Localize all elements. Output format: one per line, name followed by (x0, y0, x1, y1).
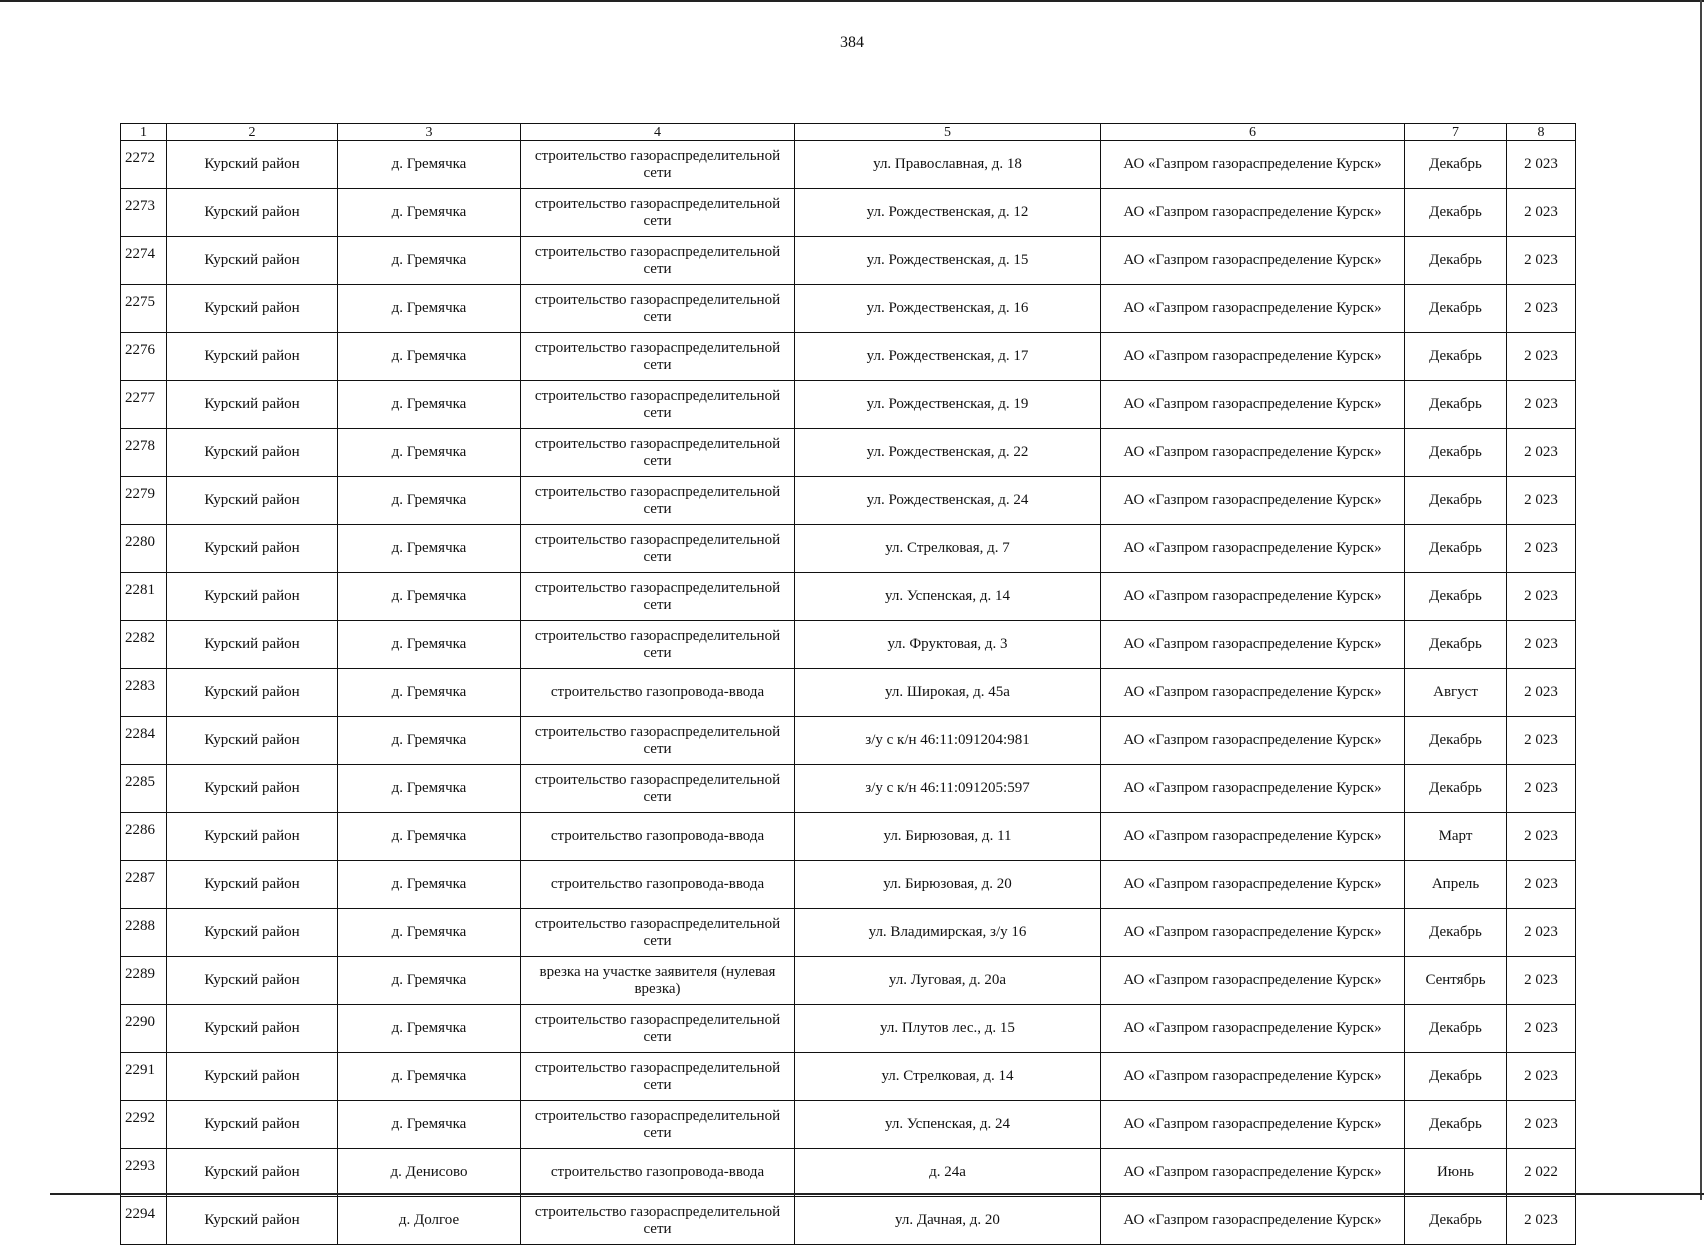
table-row (121, 1101, 1576, 1149)
organization-cell: АО «Газпром газораспределение Курск» (1101, 1005, 1405, 1053)
row-number: 2278 (121, 429, 167, 477)
address-cell: ул. Рождественская, д. 24 (795, 477, 1101, 525)
district-cell: Курский район (167, 237, 338, 285)
locality-cell: д. Гремячка (338, 141, 521, 189)
table-row (121, 861, 1576, 909)
address-cell: ул. Православная, д. 18 (795, 141, 1101, 189)
address-cell: ул. Рождественская, д. 22 (795, 429, 1101, 477)
month-cell: Декабрь (1405, 189, 1507, 237)
row-number: 2292 (121, 1101, 167, 1149)
address-cell: ул. Луговая, д. 20а (795, 957, 1101, 1005)
district-cell: Курский район (167, 717, 338, 765)
address-cell: ул. Рождественская, д. 17 (795, 333, 1101, 381)
month-cell: Апрель (1405, 861, 1507, 909)
year-cell: 2 023 (1507, 477, 1576, 525)
register-table (120, 123, 1576, 1245)
table-row (121, 237, 1576, 285)
table-row (121, 477, 1576, 525)
organization-cell: АО «Газпром газораспределение Курск» (1101, 621, 1405, 669)
address-cell: ул. Рождественская, д. 16 (795, 285, 1101, 333)
column-number: 3 (338, 124, 521, 141)
month-cell: Декабрь (1405, 1005, 1507, 1053)
month-cell: Декабрь (1405, 237, 1507, 285)
locality-cell: д. Гремячка (338, 957, 521, 1005)
year-cell: 2 023 (1507, 1101, 1576, 1149)
year-cell: 2 023 (1507, 525, 1576, 573)
organization-cell: АО «Газпром газораспределение Курск» (1101, 957, 1405, 1005)
table-row (121, 1053, 1576, 1101)
district-cell: Курский район (167, 525, 338, 573)
work-type-cell: строительство газораспределительной сети (521, 1197, 795, 1245)
district-cell: Курский район (167, 813, 338, 861)
district-cell: Курский район (167, 1197, 338, 1245)
address-cell: ул. Рождественская, д. 15 (795, 237, 1101, 285)
locality-cell: д. Гремячка (338, 1101, 521, 1149)
organization-cell: АО «Газпром газораспределение Курск» (1101, 333, 1405, 381)
year-cell: 2 022 (1507, 1149, 1576, 1197)
work-type-cell: строительство газопровода-ввода (521, 813, 795, 861)
district-cell: Курский район (167, 765, 338, 813)
organization-cell: АО «Газпром газораспределение Курск» (1101, 237, 1405, 285)
month-cell: Август (1405, 669, 1507, 717)
row-number: 2283 (121, 669, 167, 717)
address-cell: ул. Стрелковая, д. 7 (795, 525, 1101, 573)
work-type-cell: строительство газораспределительной сети (521, 1101, 795, 1149)
district-cell: Курский район (167, 573, 338, 621)
organization-cell: АО «Газпром газораспределение Курск» (1101, 861, 1405, 909)
scan-bottom-edge (50, 1193, 1704, 1195)
district-cell: Курский район (167, 1005, 338, 1053)
month-cell: Декабрь (1405, 429, 1507, 477)
locality-cell: д. Гремячка (338, 813, 521, 861)
year-cell: 2 023 (1507, 1197, 1576, 1245)
table-row (121, 525, 1576, 573)
row-number: 2290 (121, 1005, 167, 1053)
district-cell: Курский район (167, 1101, 338, 1149)
locality-cell: д. Долгое (338, 1197, 521, 1245)
district-cell: Курский район (167, 381, 338, 429)
organization-cell: АО «Газпром газораспределение Курск» (1101, 909, 1405, 957)
month-cell: Июнь (1405, 1149, 1507, 1197)
work-type-cell: строительство газораспределительной сети (521, 621, 795, 669)
organization-cell: АО «Газпром газораспределение Курск» (1101, 1053, 1405, 1101)
locality-cell: д. Гремячка (338, 189, 521, 237)
address-cell: ул. Успенская, д. 24 (795, 1101, 1101, 1149)
row-number: 2276 (121, 333, 167, 381)
row-number: 2280 (121, 525, 167, 573)
column-number: 1 (121, 124, 167, 141)
locality-cell: д. Денисово (338, 1149, 521, 1197)
year-cell: 2 023 (1507, 717, 1576, 765)
table-row (121, 717, 1576, 765)
district-cell: Курский район (167, 1149, 338, 1197)
address-cell: ул. Фруктовая, д. 3 (795, 621, 1101, 669)
address-cell: ул. Дачная, д. 20 (795, 1197, 1101, 1245)
locality-cell: д. Гремячка (338, 1053, 521, 1101)
row-number: 2282 (121, 621, 167, 669)
table-row (121, 1149, 1576, 1197)
locality-cell: д. Гремячка (338, 717, 521, 765)
year-cell: 2 023 (1507, 237, 1576, 285)
locality-cell: д. Гремячка (338, 1005, 521, 1053)
year-cell: 2 023 (1507, 813, 1576, 861)
row-number: 2277 (121, 381, 167, 429)
row-number: 2291 (121, 1053, 167, 1101)
year-cell: 2 023 (1507, 333, 1576, 381)
month-cell: Декабрь (1405, 141, 1507, 189)
work-type-cell: строительство газораспределительной сети (521, 189, 795, 237)
row-number: 2288 (121, 909, 167, 957)
locality-cell: д. Гремячка (338, 621, 521, 669)
work-type-cell: строительство газораспределительной сети (521, 909, 795, 957)
organization-cell: АО «Газпром газораспределение Курск» (1101, 1101, 1405, 1149)
work-type-cell: строительство газораспределительной сети (521, 765, 795, 813)
address-cell: д. 24а (795, 1149, 1101, 1197)
year-cell: 2 023 (1507, 957, 1576, 1005)
row-number: 2275 (121, 285, 167, 333)
year-cell: 2 023 (1507, 573, 1576, 621)
address-cell: ул. Бирюзовая, д. 11 (795, 813, 1101, 861)
column-number: 4 (521, 124, 795, 141)
address-cell: ул. Успенская, д. 14 (795, 573, 1101, 621)
row-number: 2284 (121, 717, 167, 765)
month-cell: Декабрь (1405, 1197, 1507, 1245)
locality-cell: д. Гремячка (338, 333, 521, 381)
month-cell: Декабрь (1405, 285, 1507, 333)
row-number: 2294 (121, 1197, 167, 1245)
organization-cell: АО «Газпром газораспределение Курск» (1101, 1197, 1405, 1245)
table-row (121, 1197, 1576, 1245)
table-row (121, 909, 1576, 957)
locality-cell: д. Гремячка (338, 381, 521, 429)
locality-cell: д. Гремячка (338, 285, 521, 333)
row-number: 2286 (121, 813, 167, 861)
address-cell: з/у с к/н 46:11:091204:981 (795, 717, 1101, 765)
month-cell: Декабрь (1405, 621, 1507, 669)
organization-cell: АО «Газпром газораспределение Курск» (1101, 573, 1405, 621)
row-number: 2273 (121, 189, 167, 237)
row-number: 2279 (121, 477, 167, 525)
work-type-cell: строительство газораспределительной сети (521, 717, 795, 765)
month-cell: Декабрь (1405, 909, 1507, 957)
table-row (121, 141, 1576, 189)
work-type-cell: строительство газопровода-ввода (521, 669, 795, 717)
scan-top-edge (0, 0, 1704, 2)
column-number: 8 (1507, 124, 1576, 141)
row-number: 2289 (121, 957, 167, 1005)
row-number: 2293 (121, 1149, 167, 1197)
table-row (121, 381, 1576, 429)
work-type-cell: строительство газораспределительной сети (521, 333, 795, 381)
year-cell: 2 023 (1507, 765, 1576, 813)
table-row (121, 573, 1576, 621)
work-type-cell: строительство газораспределительной сети (521, 477, 795, 525)
locality-cell: д. Гремячка (338, 861, 521, 909)
column-number: 6 (1101, 124, 1405, 141)
column-number: 5 (795, 124, 1101, 141)
column-number: 2 (167, 124, 338, 141)
table-row (121, 813, 1576, 861)
month-cell: Декабрь (1405, 765, 1507, 813)
month-cell: Март (1405, 813, 1507, 861)
work-type-cell: строительство газораспределительной сети (521, 525, 795, 573)
address-cell: ул. Широкая, д. 45а (795, 669, 1101, 717)
year-cell: 2 023 (1507, 861, 1576, 909)
year-cell: 2 023 (1507, 1005, 1576, 1053)
page-number: 384 (840, 34, 864, 51)
month-cell: Сентябрь (1405, 957, 1507, 1005)
row-number: 2281 (121, 573, 167, 621)
year-cell: 2 023 (1507, 381, 1576, 429)
district-cell: Курский район (167, 669, 338, 717)
address-cell: ул. Плутов лес., д. 15 (795, 1005, 1101, 1053)
year-cell: 2 023 (1507, 141, 1576, 189)
table-row (121, 765, 1576, 813)
organization-cell: АО «Газпром газораспределение Курск» (1101, 381, 1405, 429)
work-type-cell: строительство газораспределительной сети (521, 381, 795, 429)
table-row (121, 957, 1576, 1005)
work-type-cell: строительство газораспределительной сети (521, 237, 795, 285)
column-number: 7 (1405, 124, 1507, 141)
row-number: 2287 (121, 861, 167, 909)
table-row (121, 621, 1576, 669)
district-cell: Курский район (167, 141, 338, 189)
organization-cell: АО «Газпром газораспределение Курск» (1101, 525, 1405, 573)
work-type-cell: строительство газопровода-ввода (521, 861, 795, 909)
work-type-cell: строительство газопровода-ввода (521, 1149, 795, 1197)
locality-cell: д. Гремячка (338, 525, 521, 573)
district-cell: Курский район (167, 189, 338, 237)
table-row (121, 189, 1576, 237)
locality-cell: д. Гремячка (338, 765, 521, 813)
organization-cell: АО «Газпром газораспределение Курск» (1101, 1149, 1405, 1197)
organization-cell: АО «Газпром газораспределение Курск» (1101, 429, 1405, 477)
month-cell: Декабрь (1405, 333, 1507, 381)
month-cell: Декабрь (1405, 381, 1507, 429)
table-row (121, 429, 1576, 477)
month-cell: Декабрь (1405, 525, 1507, 573)
scan-right-edge (1700, 0, 1702, 1200)
year-cell: 2 023 (1507, 189, 1576, 237)
organization-cell: АО «Газпром газораспределение Курск» (1101, 669, 1405, 717)
row-number: 2274 (121, 237, 167, 285)
table-row (121, 1005, 1576, 1053)
address-cell: ул. Бирюзовая, д. 20 (795, 861, 1101, 909)
work-type-cell: врезка на участке заявителя (нулевая врезка) (521, 957, 795, 1005)
month-cell: Декабрь (1405, 1101, 1507, 1149)
district-cell: Курский район (167, 1053, 338, 1101)
year-cell: 2 023 (1507, 1053, 1576, 1101)
organization-cell: АО «Газпром газораспределение Курск» (1101, 285, 1405, 333)
organization-cell: АО «Газпром газораспределение Курск» (1101, 189, 1405, 237)
year-cell: 2 023 (1507, 429, 1576, 477)
locality-cell: д. Гремячка (338, 909, 521, 957)
district-cell: Курский район (167, 285, 338, 333)
month-cell: Декабрь (1405, 717, 1507, 765)
month-cell: Декабрь (1405, 1053, 1507, 1101)
locality-cell: д. Гремячка (338, 573, 521, 621)
address-cell: ул. Рождественская, д. 19 (795, 381, 1101, 429)
work-type-cell: строительство газораспределительной сети (521, 141, 795, 189)
row-number: 2272 (121, 141, 167, 189)
year-cell: 2 023 (1507, 285, 1576, 333)
address-cell: ул. Рождественская, д. 12 (795, 189, 1101, 237)
district-cell: Курский район (167, 861, 338, 909)
month-cell: Декабрь (1405, 573, 1507, 621)
organization-cell: АО «Газпром газораспределение Курск» (1101, 765, 1405, 813)
district-cell: Курский район (167, 621, 338, 669)
organization-cell: АО «Газпром газораспределение Курск» (1101, 717, 1405, 765)
work-type-cell: строительство газораспределительной сети (521, 1053, 795, 1101)
row-number: 2285 (121, 765, 167, 813)
work-type-cell: строительство газораспределительной сети (521, 1005, 795, 1053)
table-row (121, 285, 1576, 333)
column-number-row (121, 124, 1576, 141)
organization-cell: АО «Газпром газораспределение Курск» (1101, 813, 1405, 861)
locality-cell: д. Гремячка (338, 429, 521, 477)
locality-cell: д. Гремячка (338, 237, 521, 285)
district-cell: Курский район (167, 477, 338, 525)
address-cell: ул. Стрелковая, д. 14 (795, 1053, 1101, 1101)
year-cell: 2 023 (1507, 669, 1576, 717)
month-cell: Декабрь (1405, 477, 1507, 525)
district-cell: Курский район (167, 957, 338, 1005)
district-cell: Курский район (167, 333, 338, 381)
organization-cell: АО «Газпром газораспределение Курск» (1101, 141, 1405, 189)
address-cell: ул. Владимирская, з/у 16 (795, 909, 1101, 957)
table-row (121, 669, 1576, 717)
organization-cell: АО «Газпром газораспределение Курск» (1101, 477, 1405, 525)
year-cell: 2 023 (1507, 621, 1576, 669)
district-cell: Курский район (167, 909, 338, 957)
work-type-cell: строительство газораспределительной сети (521, 285, 795, 333)
address-cell: з/у с к/н 46:11:091205:597 (795, 765, 1101, 813)
table-row (121, 333, 1576, 381)
year-cell: 2 023 (1507, 909, 1576, 957)
district-cell: Курский район (167, 429, 338, 477)
work-type-cell: строительство газораспределительной сети (521, 429, 795, 477)
work-type-cell: строительство газораспределительной сети (521, 573, 795, 621)
locality-cell: д. Гремячка (338, 477, 521, 525)
locality-cell: д. Гремячка (338, 669, 521, 717)
